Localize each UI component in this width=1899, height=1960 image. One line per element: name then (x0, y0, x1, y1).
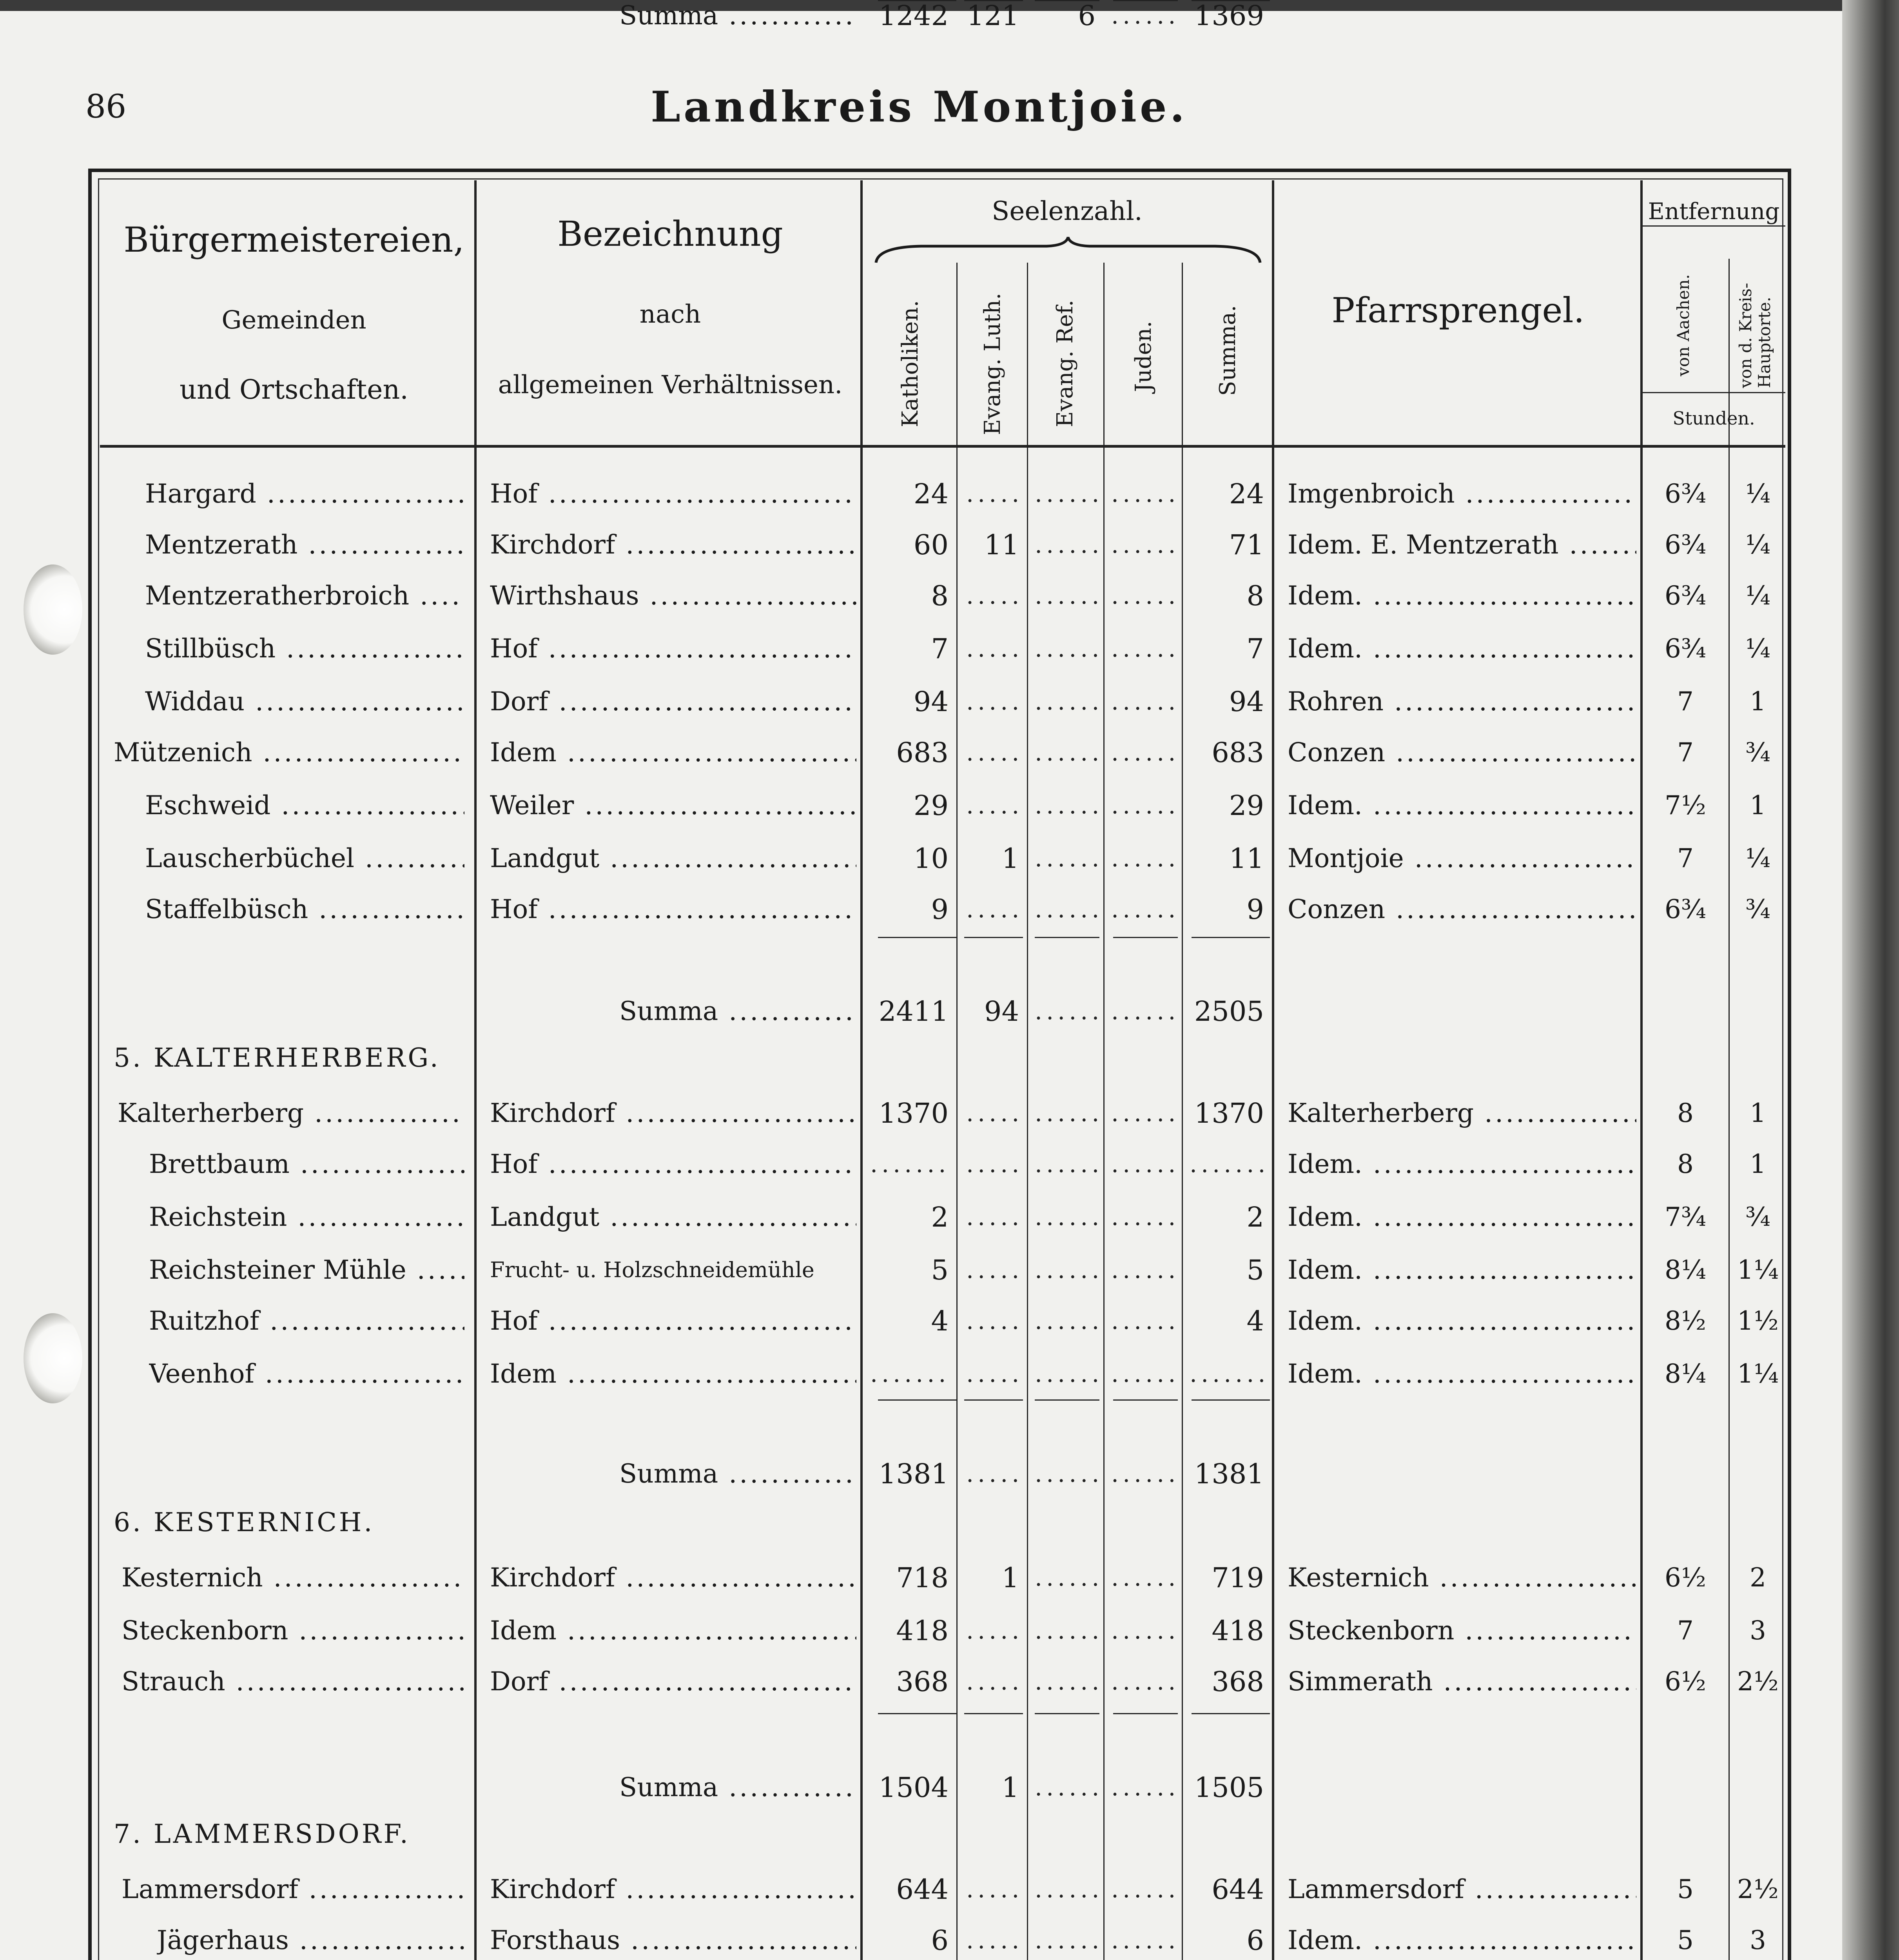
row-pfarrsprengel: Kalterherberg ..... (1288, 1098, 1636, 1129)
row-dist-kreis: 3 (1750, 1615, 1766, 1646)
row-dist-aachen: 5 (1677, 1925, 1694, 1955)
punch-hole-lower (24, 1313, 82, 1403)
header-col2-line2: nach (639, 300, 701, 329)
row-type: Kirchdorf ..... (490, 1098, 856, 1129)
col-rule-6 (1182, 263, 1183, 1960)
summa-ref: 6 (1078, 0, 1096, 32)
summa-luth: 94 (984, 995, 1019, 1027)
row-jud-dots (1111, 1925, 1176, 1956)
row-jud-dots (1111, 1305, 1176, 1337)
col-rule-3 (956, 263, 958, 1960)
row-luth-dots (966, 580, 1021, 612)
row-ref-dots (1035, 1666, 1097, 1697)
summa-rule-sum (1192, 1399, 1270, 1401)
row-pfarrsprengel: Montjoie ..... (1288, 843, 1636, 874)
row-place-name: Mützenich ..... (114, 737, 464, 768)
header-col1-line1: Bürgermeistereien, (123, 220, 464, 260)
row-ref-dots (1035, 1254, 1097, 1286)
row-luth-dots (966, 1201, 1021, 1233)
header-pfarrsprengel: Pfarrsprengel. (1331, 290, 1585, 330)
row-pfarrsprengel: Idem. ..... (1288, 790, 1636, 821)
section-heading: 5. KALTERHERBERG. (114, 1043, 441, 1073)
row-ref-dots (1035, 1358, 1097, 1390)
row-ref-dots (1035, 894, 1097, 925)
row-dist-kreis: 1¼ (1737, 1359, 1779, 1389)
row-pfarrsprengel: Idem. ..... (1288, 633, 1636, 664)
row-type: Idem ..... (490, 1615, 856, 1646)
row-type: Kirchdorf ..... (490, 529, 856, 561)
row-jud-dots (1111, 529, 1176, 561)
header-col1-line2: Gemeinden (221, 306, 366, 335)
page-title: Landkreis Montjoie. (651, 82, 1188, 132)
summa-label: Summa ..... (619, 996, 854, 1027)
entfernung-rule (1640, 225, 1785, 227)
summa-rule-jud (1113, 1399, 1178, 1401)
row-sum: 1370 (1194, 1097, 1264, 1129)
summa-rule-jud (1113, 937, 1178, 938)
row-jud-dots (1111, 1562, 1176, 1593)
row-kath: 10 (913, 842, 949, 875)
row-sum-dots (1190, 1358, 1266, 1390)
punch-hole-upper (24, 564, 82, 655)
row-kath: 24 (913, 478, 949, 510)
row-sum: 6 (1246, 1924, 1264, 1956)
row-dist-aachen: 8¼ (1665, 1255, 1706, 1285)
summa-rule-ref (1035, 937, 1099, 938)
row-type: Kirchdorf ..... (490, 1874, 856, 1905)
row-place-name: Eschweid ..... (145, 790, 464, 821)
row-dist-kreis: 1½ (1737, 1306, 1779, 1336)
row-ref-dots (1035, 790, 1097, 821)
row-jud-dots (1111, 1615, 1176, 1646)
row-kath: 94 (913, 686, 949, 718)
row-sum: 4 (1246, 1305, 1264, 1337)
row-jud-dots (1111, 790, 1176, 821)
row-jud-dots (1111, 894, 1176, 925)
row-dist-aachen: 7 (1677, 737, 1694, 768)
row-pfarrsprengel: Idem. ..... (1288, 1305, 1636, 1337)
header-col1-line3: und Ortschaften. (180, 374, 408, 405)
summa-luth-dots (966, 1458, 1021, 1490)
row-type: Wirthshaus ..... (490, 580, 856, 612)
header-juden: Juden. (1131, 321, 1156, 392)
row-pfarrsprengel: Simmerath ..... (1288, 1666, 1636, 1697)
col-rule-4 (1027, 263, 1028, 1960)
row-luth-dots (966, 1149, 1021, 1180)
summa-rule-luth (964, 1399, 1023, 1401)
row-type: Dorf ..... (490, 1666, 856, 1697)
row-place-name: Mentzerath ..... (145, 529, 464, 561)
row-dist-aachen: 6¾ (1665, 894, 1706, 924)
summa-ref-dots (1035, 996, 1097, 1027)
row-place-name: Hargard ..... (145, 478, 464, 510)
row-dist-kreis: 1 (1750, 1149, 1766, 1179)
row-jud-dots (1111, 1201, 1176, 1233)
row-kath: 2 (931, 1201, 949, 1233)
row-place-name: Lauscherbüchel ..... (145, 843, 464, 874)
summa-rule-sum (1192, 1713, 1270, 1714)
row-kath: 683 (896, 737, 949, 769)
summa-luth: 121 (967, 0, 1019, 32)
row-kath: 644 (896, 1873, 949, 1906)
row-dist-kreis: 2½ (1737, 1874, 1779, 1904)
summa-label: Summa ..... (619, 0, 854, 31)
row-dist-aachen: 8½ (1665, 1306, 1706, 1336)
summa-jud-dots (1111, 0, 1176, 31)
row-pfarrsprengel: Steckenborn ..... (1288, 1615, 1636, 1646)
row-type: Idem ..... (490, 1358, 856, 1390)
row-pfarrsprengel: Lammersdorf ..... (1288, 1874, 1636, 1905)
row-dist-kreis: ¼ (1745, 479, 1770, 509)
row-kath: 60 (913, 529, 949, 561)
row-sum: 94 (1229, 686, 1264, 718)
summa-sum: 1369 (1194, 0, 1264, 32)
row-ref-dots (1035, 1562, 1097, 1593)
row-luth-dots (966, 478, 1021, 510)
row-kath: 9 (931, 893, 949, 926)
row-sum-dots (1190, 1149, 1266, 1180)
scan-binding-edge (1842, 0, 1899, 1960)
row-luth-dots (966, 1874, 1021, 1905)
row-sum: 7 (1246, 633, 1264, 665)
row-jud-dots (1111, 1874, 1176, 1905)
row-place-name: Brettbaum ..... (149, 1149, 464, 1180)
row-jud-dots (1111, 1098, 1176, 1129)
summa-rule-kath (878, 937, 956, 938)
row-type: Hof ..... (490, 1305, 856, 1337)
row-ref-dots (1035, 580, 1097, 612)
row-pfarrsprengel: Idem. ..... (1288, 1925, 1636, 1956)
row-sum: 368 (1212, 1666, 1264, 1698)
row-pfarrsprengel: Imgenbroich ..... (1288, 478, 1636, 510)
row-sum: 683 (1212, 737, 1264, 769)
row-ref-dots (1035, 686, 1097, 717)
row-dist-kreis: ¾ (1745, 1202, 1770, 1232)
row-dist-kreis: 1 (1750, 790, 1766, 820)
summa-rule-jud (1113, 1713, 1178, 1714)
row-dist-aachen: 7½ (1665, 790, 1706, 820)
row-pfarrsprengel: Kesternich ..... (1288, 1562, 1636, 1593)
row-sum: 2 (1246, 1201, 1264, 1233)
row-place-name: Ruitzhof ..... (149, 1305, 464, 1337)
row-luth-dots (966, 1358, 1021, 1390)
row-ref-dots (1035, 1305, 1097, 1337)
row-ref-dots (1035, 1201, 1097, 1233)
row-type: Weiler ..... (490, 790, 856, 821)
row-jud-dots (1111, 580, 1176, 612)
summa-luth: 1 (1001, 1771, 1019, 1804)
row-luth: 1 (1001, 1562, 1019, 1594)
row-place-name: Stillbüsch ..... (145, 633, 464, 664)
summa-sum: 2505 (1194, 995, 1264, 1027)
row-type: Idem ..... (490, 737, 856, 768)
row-dist-aachen: 6½ (1665, 1563, 1706, 1593)
header-col2-line1: Bezeichnung (557, 214, 783, 254)
row-dist-kreis: 2½ (1737, 1666, 1779, 1697)
row-ref-dots (1035, 633, 1097, 664)
row-type: Hof ..... (490, 894, 856, 925)
summa-kath: 1381 (878, 1458, 949, 1490)
summa-rule-kath (878, 1399, 956, 1401)
row-place-name: Veenhof ..... (149, 1358, 464, 1390)
row-dist-aachen: 6¾ (1665, 530, 1706, 560)
row-ref-dots (1035, 529, 1097, 561)
row-pfarrsprengel: Idem. ..... (1288, 1149, 1636, 1180)
row-dist-kreis: 1¼ (1737, 1255, 1779, 1285)
summa-jud-dots (1111, 996, 1176, 1027)
row-luth-dots (966, 1615, 1021, 1646)
row-luth: 11 (984, 529, 1019, 561)
row-place-name: Reichsteiner Mühle ..... (149, 1254, 464, 1286)
row-ref-dots (1035, 843, 1097, 874)
summa-rule-sum (1192, 937, 1270, 938)
summa-kath: 1242 (878, 0, 949, 32)
summa-sum: 1505 (1194, 1771, 1264, 1804)
row-dist-aachen: 7 (1677, 1615, 1694, 1646)
summa-rule-luth (964, 937, 1023, 938)
row-dist-kreis: ¾ (1745, 894, 1770, 924)
row-type: Dorf ..... (490, 686, 856, 717)
row-kath: 4 (931, 1305, 949, 1337)
row-pfarrsprengel: Rohren ..... (1288, 686, 1636, 717)
row-sum: 719 (1212, 1562, 1264, 1594)
row-jud-dots (1111, 633, 1176, 664)
row-type: Frucht- u. Holzschneidemühle (490, 1258, 814, 1282)
row-pfarrsprengel: Idem. E. Mentzerath ..... (1288, 529, 1636, 561)
row-sum: 5 (1246, 1254, 1264, 1286)
summa-kath: 1504 (878, 1771, 949, 1804)
row-place-name: Kesternich ..... (122, 1562, 464, 1593)
row-sum: 644 (1212, 1873, 1264, 1906)
row-ref-dots (1035, 1925, 1097, 1956)
row-type: Kirchdorf ..... (490, 1562, 856, 1593)
row-dist-kreis: ¼ (1745, 633, 1770, 664)
row-kath: 5 (931, 1254, 949, 1286)
row-place-name: Reichstein ..... (149, 1201, 464, 1233)
row-sum: 29 (1229, 789, 1264, 822)
row-pfarrsprengel: Idem. ..... (1288, 580, 1636, 612)
summa-rule-ref (1035, 1713, 1099, 1714)
row-kath-dots (870, 1149, 950, 1180)
section-heading: 7. LAMMERSDORF. (114, 1819, 410, 1849)
row-dist-kreis: ¼ (1745, 530, 1770, 560)
row-jud-dots (1111, 1254, 1176, 1286)
header-entfernung: Entfernung (1648, 198, 1780, 225)
row-luth-dots (966, 633, 1021, 664)
row-luth-dots (966, 686, 1021, 717)
row-dist-kreis: 3 (1750, 1925, 1766, 1955)
row-pfarrsprengel: Conzen ..... (1288, 894, 1636, 925)
row-ref-dots (1035, 1874, 1097, 1905)
header-von-aachen: von Aachen. (1674, 274, 1693, 376)
row-luth-dots (966, 737, 1021, 768)
row-dist-aachen: 6¾ (1665, 479, 1706, 509)
summa-ref-dots (1035, 1458, 1097, 1490)
row-type: Hof ..... (490, 478, 856, 510)
row-type: Hof ..... (490, 1149, 856, 1180)
row-pfarrsprengel: Conzen ..... (1288, 737, 1636, 768)
row-place-name: Widdau ..... (145, 686, 464, 717)
row-luth-dots (966, 1098, 1021, 1129)
row-kath: 1370 (878, 1097, 949, 1129)
row-ref-dots (1035, 1149, 1097, 1180)
row-type: Landgut ..... (490, 1201, 856, 1233)
row-jud-dots (1111, 478, 1176, 510)
summa-kath: 2411 (878, 995, 949, 1027)
header-von-kreis-hauptorte: von d. Kreis-Hauptorte. (1736, 283, 1774, 388)
row-place-name: Staffelbüsch ..... (145, 894, 464, 925)
header-katholiken: Katholiken. (898, 300, 923, 427)
row-place-name: Steckenborn ..... (122, 1615, 464, 1646)
col-rule-9 (1729, 259, 1730, 1960)
row-pfarrsprengel: Idem. ..... (1288, 1254, 1636, 1286)
col-rule-5 (1103, 263, 1105, 1960)
row-kath: 6 (931, 1924, 949, 1956)
row-sum: 418 (1212, 1615, 1264, 1647)
row-luth-dots (966, 1925, 1021, 1956)
row-kath: 7 (931, 633, 949, 665)
header-evang-luth: Evang. Luth. (980, 292, 1005, 435)
row-dist-kreis: ¼ (1745, 843, 1770, 873)
row-dist-kreis: ¾ (1745, 737, 1770, 768)
row-type: Landgut ..... (490, 843, 856, 874)
row-luth-dots (966, 1305, 1021, 1337)
row-kath: 29 (913, 789, 949, 822)
row-type: Forsthaus ..... (490, 1925, 856, 1956)
scan-top-edge (0, 0, 1899, 11)
row-luth: 1 (1001, 842, 1019, 875)
row-jud-dots (1111, 843, 1176, 874)
summa-label: Summa ..... (619, 1772, 854, 1803)
header-stunden: Stunden. (1672, 408, 1755, 429)
summa-jud-dots (1111, 1458, 1176, 1490)
row-jud-dots (1111, 1358, 1176, 1390)
summa-jud-dots (1111, 1772, 1176, 1803)
row-sum: 24 (1229, 478, 1264, 510)
row-dist-kreis: 2 (1750, 1563, 1766, 1593)
seelenzahl-brace (874, 235, 1262, 267)
row-pfarrsprengel: Idem. ..... (1288, 1201, 1636, 1233)
row-jud-dots (1111, 737, 1176, 768)
row-ref-dots (1035, 737, 1097, 768)
row-kath: 718 (896, 1562, 949, 1594)
row-dist-aachen: 7 (1677, 686, 1694, 717)
row-dist-aachen: 8 (1677, 1098, 1694, 1128)
row-ref-dots (1035, 1098, 1097, 1129)
row-sum: 8 (1246, 580, 1264, 612)
row-sum: 71 (1229, 529, 1264, 561)
header-seelenzahl: Seelenzahl. (992, 196, 1143, 226)
row-kath: 418 (896, 1615, 949, 1647)
row-luth-dots (966, 894, 1021, 925)
summa-rule-ref (1035, 1399, 1099, 1401)
row-dist-aachen: 6½ (1665, 1666, 1706, 1697)
row-dist-aachen: 7 (1677, 843, 1694, 873)
row-dist-aachen: 7¾ (1665, 1202, 1706, 1232)
header-col2-line3: allgemeinen Verhältnissen. (498, 370, 843, 399)
row-place-name: Jägerhaus ..... (157, 1925, 464, 1956)
row-dist-kreis: ¼ (1745, 581, 1770, 611)
row-jud-dots (1111, 1149, 1176, 1180)
summa-rule-luth (964, 1713, 1023, 1714)
summa-ref-dots (1035, 1772, 1097, 1803)
row-sum: 9 (1246, 893, 1264, 926)
row-ref-dots (1035, 478, 1097, 510)
row-place-name: Strauch ..... (122, 1666, 464, 1697)
header-evang-ref: Evang. Ref. (1052, 299, 1078, 427)
stunden-rule (1640, 392, 1785, 393)
row-place-name: Kalterherberg ..... (118, 1098, 464, 1129)
summa-sum: 1381 (1194, 1458, 1264, 1490)
row-kath-dots (870, 1358, 950, 1390)
row-dist-aachen: 5 (1677, 1874, 1694, 1904)
row-dist-kreis: 1 (1750, 686, 1766, 717)
row-sum: 11 (1229, 842, 1264, 875)
header-summa: Summa. (1215, 305, 1241, 396)
row-luth-dots (966, 790, 1021, 821)
page-number: 86 (85, 88, 127, 125)
row-jud-dots (1111, 1666, 1176, 1697)
row-luth-dots (966, 1254, 1021, 1286)
row-dist-aachen: 6¾ (1665, 581, 1706, 611)
row-jud-dots (1111, 686, 1176, 717)
row-type: Hof ..... (490, 633, 856, 664)
row-luth-dots (966, 1666, 1021, 1697)
summa-label: Summa ..... (619, 1458, 854, 1490)
row-dist-aachen: 8¼ (1665, 1359, 1706, 1389)
header-rule (100, 445, 1785, 448)
row-place-name: Mentzeratherbroich ..... (145, 580, 464, 612)
summa-rule-kath (878, 1713, 956, 1714)
row-pfarrsprengel: Idem. ..... (1288, 1358, 1636, 1390)
row-kath: 368 (896, 1666, 949, 1698)
section-heading: 6. KESTERNICH. (114, 1507, 375, 1537)
row-dist-aachen: 6¾ (1665, 633, 1706, 664)
row-dist-kreis: 1 (1750, 1098, 1766, 1128)
row-ref-dots (1035, 1615, 1097, 1646)
row-dist-aachen: 8 (1677, 1149, 1694, 1179)
row-place-name: Lammersdorf ..... (122, 1874, 464, 1905)
row-kath: 8 (931, 580, 949, 612)
